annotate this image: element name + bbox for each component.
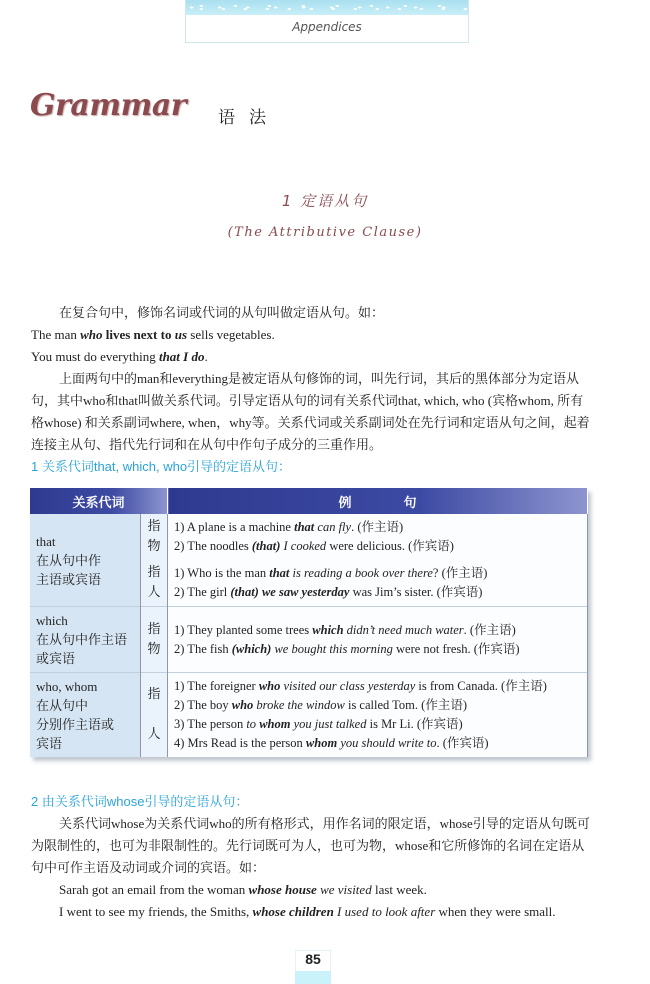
subsection-1-heading: 1 关系代词that, which, who引导的定语从句：: [31, 459, 292, 474]
text: sells vegetables.: [187, 327, 275, 342]
example-sentence: [174, 621, 581, 640]
whose-example-1: [31, 879, 591, 901]
reference-label: 指人: [147, 565, 161, 600]
clause-text: I cooked: [280, 539, 327, 553]
text: The man: [31, 327, 81, 342]
grammar-title: Grammar: [30, 88, 187, 123]
pronoun-line: 或宾语: [36, 651, 76, 666]
example-sentence: [174, 518, 581, 537]
text: 2) The fish: [174, 641, 232, 656]
example-sentence: [174, 537, 581, 556]
clause-text: whose house: [248, 882, 317, 897]
text: was Jim’s sister. (作宾语): [349, 585, 483, 599]
subsection-2-paragraph: 关系代词whose为关系代词who的所有格形式，用作名词的限定语，whose引导的定语从句既可为限制性的，也可为非限制性的。先行词既可为人，也可为物，whose和它所修饰的名词在定语从句中可作主语及动词或介词的宾语。如：: [31, 816, 590, 875]
subsection-2-heading: 2 由关系代词whose引导的定语从句：: [31, 794, 249, 809]
section-title: 1 定语从句: [281, 192, 369, 210]
text: . (作主语): [463, 622, 516, 637]
clause-text: you just talked: [290, 717, 367, 731]
text: 2) The boy: [174, 698, 232, 712]
text: is from Canada. (作主语): [415, 679, 547, 693]
reference-label: 指物: [147, 621, 161, 657]
clause-text: is reading a book over there: [289, 566, 433, 580]
reference-label: 指人: [147, 687, 161, 742]
clause-text: (which): [231, 641, 272, 656]
clause-text: to: [246, 717, 260, 731]
pronoun-line: 分别作主语或: [36, 717, 115, 732]
example-sentence: [174, 640, 581, 659]
pronoun-line: 主语或宾语: [36, 571, 102, 587]
text: You must do everything: [31, 349, 159, 364]
text: 1) The foreigner: [174, 679, 259, 693]
examples-cell: [168, 560, 588, 607]
whose-example-2: [31, 901, 591, 923]
clause-text: whose children: [252, 904, 334, 919]
clause-text: we bought this morning: [271, 641, 393, 656]
clause-text: we visited: [316, 882, 372, 897]
page-number: [295, 950, 331, 983]
example-sentence: [174, 583, 581, 602]
pronoun-line: 宾语: [36, 736, 63, 751]
reference-cell: [141, 514, 168, 560]
clause-text: that I do: [158, 349, 205, 364]
example-sentence: [174, 564, 581, 583]
text: were not fresh. (作宾语): [392, 641, 520, 656]
table-row: [30, 514, 588, 560]
clause-text: whom: [305, 736, 338, 750]
clause-text: lives next to: [102, 327, 175, 342]
clause-text: (that) we saw yesterday: [230, 585, 350, 599]
clause-text: us: [174, 327, 188, 342]
clause-text: that: [294, 520, 315, 534]
text: 1) A plane is a machine: [174, 520, 295, 534]
text: is Mr Li. (作宾语): [366, 717, 463, 731]
example-sentence: [174, 677, 581, 696]
examples-cell: [168, 673, 588, 758]
clause-text: you should write to: [337, 736, 437, 750]
section-subtitle: (The Attributive Clause): [227, 225, 423, 240]
relative-pronoun-cell: [30, 673, 141, 758]
clause-text: that: [269, 566, 290, 580]
clause-text: broke the window: [253, 698, 345, 712]
pronoun-line: that: [36, 533, 56, 549]
clause-text: I used to look after: [333, 904, 436, 919]
text: 2) The girl: [174, 585, 231, 599]
page-number-bar: [295, 971, 331, 984]
text: I went to see my friends, the Smiths,: [59, 904, 253, 919]
example-sentence: [174, 734, 581, 753]
table-row: [30, 673, 588, 758]
table-row: [30, 607, 588, 673]
relative-pronoun-cell: [30, 607, 141, 673]
clause-text: who: [231, 698, 254, 712]
text: were delicious. (作宾语): [326, 539, 454, 553]
text: when they were small.: [435, 904, 556, 919]
pronoun-line: 在从句中作: [36, 552, 102, 568]
example-sentence: [174, 715, 581, 734]
clause-text: which: [312, 622, 344, 637]
intro-example-2: [31, 346, 591, 368]
reference-cell: [141, 560, 168, 607]
text: ? (作主语): [432, 566, 488, 580]
clause-text: whom: [259, 717, 291, 731]
text: is called Tom. (作主语): [344, 698, 467, 712]
text: last week.: [371, 882, 427, 897]
banner-water-decoration: [186, 0, 468, 15]
text: 1) Who is the man: [174, 566, 270, 580]
reference-cell: [141, 673, 168, 758]
banner-label: Appendices: [292, 20, 362, 34]
page-number-text: 85: [295, 950, 331, 971]
grammar-title-cn: 语法: [218, 108, 280, 128]
clause-text: didn’t need much water: [343, 622, 464, 637]
table-header-row: [30, 488, 588, 514]
clause-text: (that): [251, 539, 281, 553]
pronoun-line: who, whom: [36, 679, 98, 694]
relative-pronoun: who: [80, 327, 103, 342]
pronoun-line: 在从句中作主语: [36, 632, 128, 647]
pronoun-line: which: [36, 613, 68, 628]
intro-block: [31, 302, 591, 478]
text: .: [204, 349, 208, 364]
appendices-banner: [185, 0, 469, 43]
intro-paragraph-1: 在复合句中，修饰名词或代词的从句叫做定语从句。如：: [59, 305, 385, 320]
example-sentence: [174, 696, 581, 715]
header-examples: 例 句: [168, 488, 588, 514]
text: Sarah got an email from the woman: [59, 882, 249, 897]
relative-pronoun-cell: [30, 514, 141, 607]
reference-cell: [141, 607, 168, 673]
clause-text: visited our class yesterday: [280, 679, 416, 693]
text: . (作宾语): [436, 736, 489, 750]
examples-cell: [168, 607, 588, 673]
text: 4) Mrs Read is the person: [174, 736, 306, 750]
examples-cell: [168, 514, 588, 560]
intro-paragraph-2: 上面两句中的man和everything是被定语从句修饰的词，叫先行词，其后的黑体部分为定语从句，其中who和that叫做关系代词。引导定语从句的词有关系代词that, which, who (宾格whom, 所有格whose) 和关系副词where, when，why等。关系代词或关系副词处在先行词和定语从句之间，起着连接主从句、指代先行词和在从句中作句子成分的三重作用。: [31, 371, 590, 452]
clause-text: can fly: [314, 520, 352, 534]
text: 3) The person: [174, 717, 247, 731]
text: 2) The noodles: [174, 539, 252, 553]
clause-text: who: [258, 679, 281, 693]
text: . (作主语): [351, 520, 404, 534]
header-relative-pronoun: 关系代词: [30, 488, 168, 514]
pronoun-line: 在从句中: [36, 698, 89, 713]
text: 1) They planted some trees: [174, 622, 313, 637]
reference-label: 指物: [147, 519, 161, 554]
intro-example-1: [31, 324, 591, 346]
relative-pronoun-table: [30, 488, 588, 757]
subsection-2-block: [31, 791, 591, 923]
